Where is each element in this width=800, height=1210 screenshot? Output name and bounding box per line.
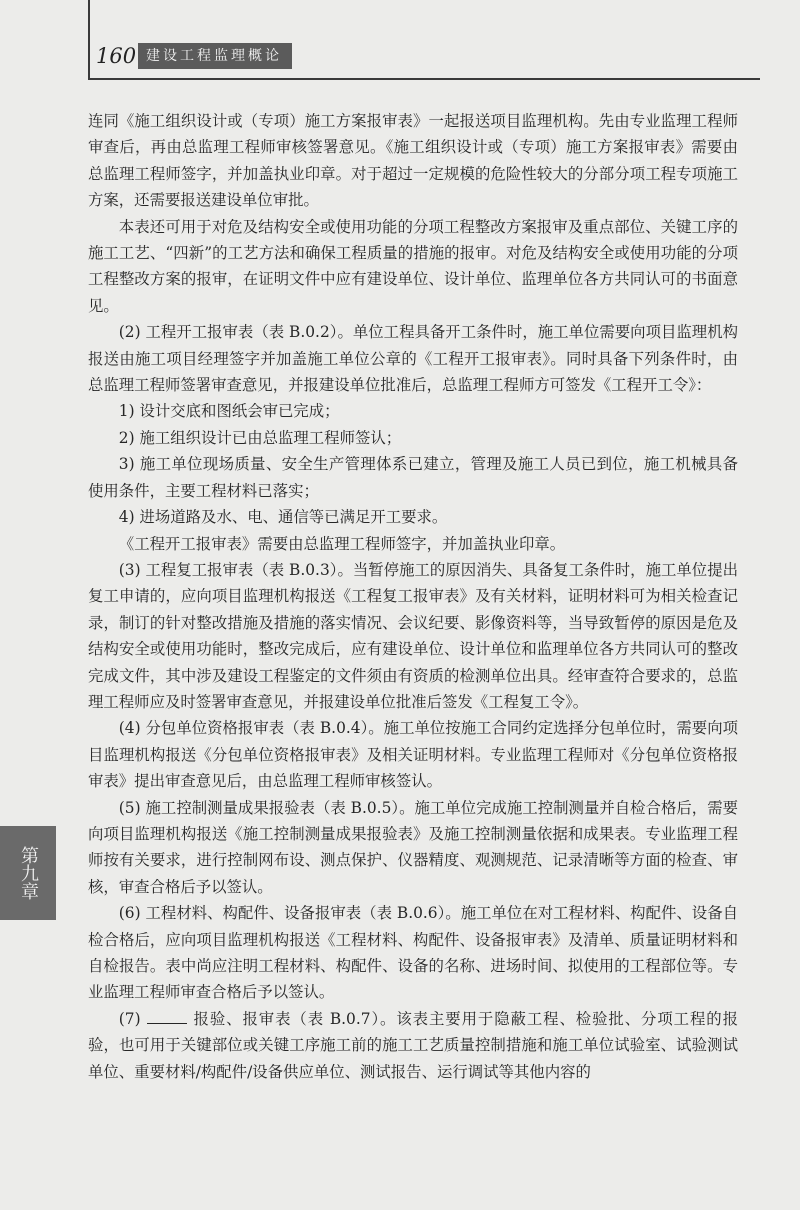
page-number: 160 (96, 44, 137, 68)
paragraph-item-6: (6) 工程材料、构配件、设备报审表（表 B.0.6）。施工单位在对工程材料、构配件、设备自检合格后，应向项目监理机构报送《工程材料、构配件、设备报审表》及清单、质量证明材料和自检报告。表中尚应注明工程材料、构配件、设备的名称、进场时间、拟使用的工程部位等。专业监理工程师审查合格后予以签认。 (88, 904, 738, 1002)
list-item: 2) 施工组织设计已由总监理工程师签认； (118, 428, 402, 447)
paragraph-continued: 连同《施工组织设计或（专项）施工方案报审表》一起报送项目监理机构。先由专业监理工程师审查后，再由总监理工程师审核签署意见。《施工组织设计或（专项）施工方案报审表》需要由总监理工程师签字，并加盖执业印章。对于超过一定规模的危险性较大的分部分项工程专项施工方案，还需要报送建设单位审批。 (88, 112, 738, 210)
list-item: 3) 施工单位现场质量、安全生产管理体系已建立，管理及施工人员已到位，施工机械具备使用条件，主要工程材料已落实； (88, 455, 738, 500)
paragraph-item-2: (2) 工程开工报审表（表 B.0.2）。单位工程具备开工条件时，施工单位需要向项目监理机构报送由施工项目经理签字并加盖施工单位公章的《工程开工报审表》。同时具备下列条件时，由总监理工程师签署审查意见，并报建设单位批准后，总监理工程师方可签发《工程开工令》： (88, 323, 738, 395)
list-item: 4) 进场道路及水、电、通信等已满足开工要求。 (118, 508, 448, 527)
body-text (88, 108, 738, 1085)
fill-in-blank (147, 1007, 187, 1024)
paragraph-item-5: (5) 施工控制测量成果报验表（表 B.0.5）。施工单位完成施工控制测量并自检合格后，需要向项目监理机构报送《施工控制测量成果报验表》及施工控制测量依据和成果表。专业监理工程师按有关要求，进行控制网布设、测点保护、仪器精度、观测规范、记录清晰等方面的检查、审核，审查合格后予以签认。 (88, 798, 738, 896)
item-7-number: (7) (118, 1009, 141, 1028)
paragraph-item-4: (4) 分包单位资格报审表（表 B.0.4）。施工单位按施工合同约定选择分包单位时，需要向项目监理机构报送《分包单位资格报审表》及相关证明材料。专业监理工程师对《分包单位资格报审表》提出审查意见后，由总监理工程师审核签认。 (88, 719, 738, 791)
paragraph-item-3: (3) 工程复工报审表（表 B.0.3）。当暂停施工的原因消失、具备复工条件时，施工单位提出复工申请的，应向项目监理机构报送《工程复工报审表》及有关材料，证明材料可为相关检查记录，制订的针对整改措施及措施的落实情况、会议纪要、影像资料等，当导致暂停的原因是危及结构安全或使用功能时，整改完成后，应有建设单位、设计单位和监理单位各方共同认可的整改完成文件，其中涉及建设工程鉴定的文件须由有资质的检测单位出具。经审查符合要求的，总监理工程师应及时签署审查意见，并报建设单位批准后签发《工程复工令》。 (88, 560, 738, 711)
item-7-text: 报验、报审表（表 B.0.7）。该表主要用于隐蔽工程、检验批、分项工程的报验，也可用于关键部位或关键工序施工前的施工工艺质量控制措施和施工单位试验室、试验测试单位、重要材料/构配件/设备供应单位、测试报告、运行调试等其他内容的 (88, 1009, 738, 1081)
running-header-title: 建设工程监理概论 (138, 43, 292, 69)
paragraph-item-7 (88, 1006, 738, 1085)
paragraph: 本表还可用于对危及结构安全或使用功能的分项工程整改方案报审及重点部位、关键工序的施工工艺、“四新”的工艺方法和确保工程质量的措施的报审。对危及结构安全或使用功能的分项工程整改方案的报审，在证明文件中应有建设单位、设计单位、监理单位各方共同认可的书面意见。 (88, 217, 738, 315)
header-horizontal-rule (88, 78, 760, 80)
paragraph: 《工程开工报审表》需要由总监理工程师签字，并加盖执业印章。 (118, 534, 566, 553)
list-item: 1) 设计交底和图纸会审已完成； (118, 402, 340, 421)
header-vertical-rule (88, 0, 90, 80)
chapter-tab: 第九章 (0, 826, 56, 920)
